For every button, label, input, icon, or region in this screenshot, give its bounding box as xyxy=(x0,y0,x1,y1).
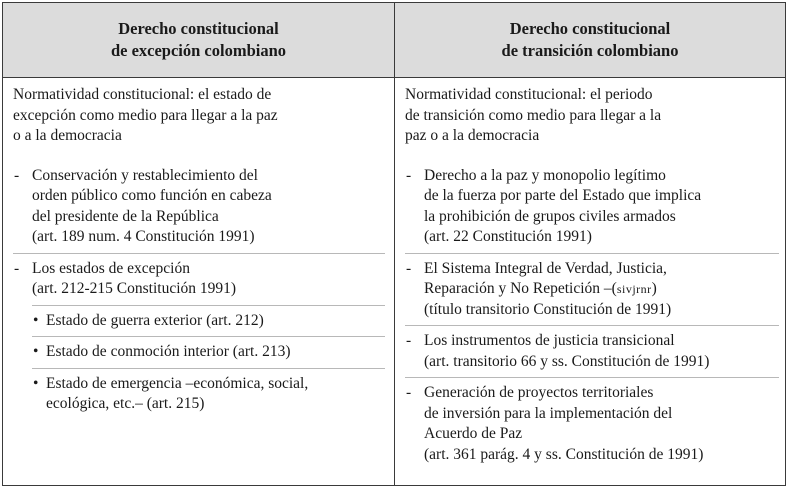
acronym: sivjrnr xyxy=(616,282,652,296)
dash-marker: - xyxy=(14,259,20,277)
column-divider xyxy=(394,3,395,485)
bullet-marker: • xyxy=(33,311,39,329)
text-line: de inversión para la implementación del xyxy=(424,404,673,422)
text-line: la prohibición de grupos civiles armados xyxy=(424,207,676,225)
text-line: (art. 212-215 Constitución 1991) xyxy=(32,280,237,297)
right-intro xyxy=(405,85,779,147)
header-right-line2: de transición colombiano xyxy=(501,41,679,60)
divider xyxy=(32,368,385,369)
text-line: Conservación y restablecimiento del xyxy=(32,166,258,184)
text-line: (art. 361 parág. 4 y ss. Constitución de 1991) xyxy=(424,445,704,463)
text-line xyxy=(424,279,779,300)
text-line: Derecho a la paz y monopolio legítimo xyxy=(424,166,666,184)
header-right xyxy=(395,3,785,77)
list-item xyxy=(405,166,779,248)
list-item xyxy=(405,331,779,372)
dash-marker: - xyxy=(406,332,412,349)
text-fragment: Reparación y No Repetición –( xyxy=(424,280,617,297)
list-item xyxy=(13,166,385,248)
bullet-item xyxy=(13,311,385,332)
divider xyxy=(405,325,779,326)
header-left-line2: de excepción colombiano xyxy=(110,41,287,60)
list-item xyxy=(405,383,779,465)
right-column xyxy=(405,77,779,465)
list-item xyxy=(405,259,779,321)
text-line: (art. 22 Constitución 1991) xyxy=(424,228,592,245)
text-line: (título transitorio Constitución de 1991) xyxy=(424,300,672,318)
text-line: (art. 189 num. 4 Constitución 1991) xyxy=(32,228,255,245)
header-left xyxy=(3,3,394,77)
text-line: (art. transitorio 66 y ss. Constitución de 1991) xyxy=(424,352,710,370)
text-line: paz o a la democracia xyxy=(405,127,540,144)
header-right-line1: Derecho constitucional xyxy=(509,19,671,38)
text-line: Los estados de excepción xyxy=(32,259,190,277)
bullet-marker: • xyxy=(33,374,39,392)
text-line: Acuerdo de Paz xyxy=(424,425,523,442)
bullet-marker: • xyxy=(33,343,39,360)
text-line: de transición como medio para llegar a la xyxy=(405,106,662,124)
text-line: de la fuerza por parte del Estado que implica xyxy=(424,187,702,204)
left-intro xyxy=(13,85,385,147)
divider xyxy=(32,305,385,306)
text-fragment: ) xyxy=(651,280,657,297)
text-line: Estado de emergencia –económica, social, xyxy=(46,374,309,392)
dash-marker: - xyxy=(406,259,412,277)
text-line: Estado de guerra exterior (art. 212) xyxy=(46,311,264,329)
text-line: ecológica, etc.– (art. 215) xyxy=(46,395,205,412)
text-line: orden público como función en cabeza xyxy=(32,187,272,204)
divider xyxy=(13,253,385,254)
divider xyxy=(405,377,779,378)
text-line: El Sistema Integral de Verdad, Justicia, xyxy=(424,259,667,277)
left-column xyxy=(13,77,385,415)
header-left-line1: Derecho constitucional xyxy=(118,19,279,38)
dash-marker: - xyxy=(14,166,20,184)
divider xyxy=(405,253,779,254)
text-line: Normatividad constitucional: el periodo xyxy=(405,86,653,103)
text-line: o a la democracia xyxy=(13,127,122,144)
bullet-item xyxy=(13,342,385,363)
text-line: del presidente de la República xyxy=(32,207,219,225)
text-line: Los instrumentos de justicia transicional xyxy=(424,332,675,349)
dash-marker: - xyxy=(406,384,412,401)
comparison-table xyxy=(2,2,786,486)
text-line: Generación de proyectos territoriales xyxy=(424,384,654,401)
divider xyxy=(32,336,385,337)
text-line: Normatividad constitucional: el estado de xyxy=(13,86,272,103)
text-line: Estado de conmoción interior (art. 213) xyxy=(46,343,291,360)
text-line: excepción como medio para llegar a la paz xyxy=(13,106,278,124)
dash-marker: - xyxy=(406,166,412,184)
list-item xyxy=(13,259,385,300)
bullet-item xyxy=(13,374,385,415)
